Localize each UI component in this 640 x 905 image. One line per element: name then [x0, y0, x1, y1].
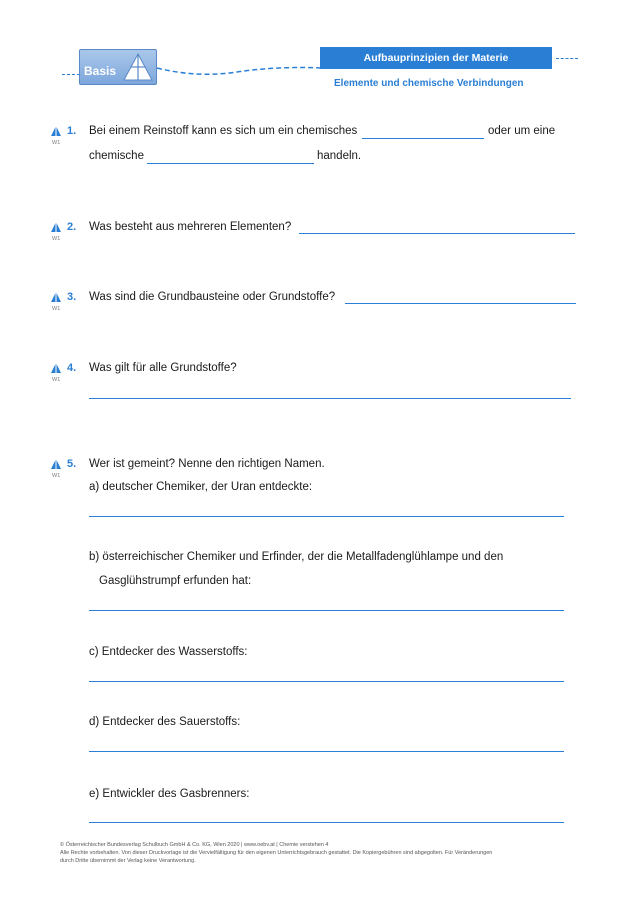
subquestion-b-cont: Gasglühstrumpf erfunden hat:: [99, 575, 252, 587]
footer-rights: Alle Rechte vorbehalten. Von dieser Druckvorlage ist die Vervielfältigung für den eigenen Unterrichtsgebrauch gestattet. Die Kopiergebühren sind abgegolten. Für Veränderungen: [60, 850, 493, 856]
answer-line-e[interactable]: [89, 822, 564, 823]
competence-label: W1: [52, 377, 61, 383]
answer-line[interactable]: [89, 398, 571, 399]
answer-blank[interactable]: [362, 138, 484, 139]
question-text: handeln.: [317, 150, 362, 162]
banner-title: Aufbauprinzipien der Materie: [320, 47, 552, 69]
answer-line-b[interactable]: [89, 610, 564, 611]
header-wave-line: [157, 60, 322, 80]
answer-blank[interactable]: [345, 303, 576, 304]
competence-label: W1: [52, 473, 61, 479]
difficulty-icon: [50, 291, 62, 303]
question-number: 1.: [67, 125, 77, 137]
footer-disclaimer: durch Dritte übernimmt der Verlag keine Verantwortung.: [60, 858, 196, 864]
basis-logo-label: Basis: [84, 64, 117, 78]
question-number: 3.: [67, 291, 77, 303]
difficulty-icon: [50, 458, 62, 470]
question-text: Was gilt für alle Grundstoffe?: [89, 362, 237, 374]
pyramid-logo-icon: [122, 51, 154, 83]
header-dash-right: [556, 58, 578, 59]
competence-label: W1: [52, 306, 61, 312]
subquestion-d: d) Entdecker des Sauerstoffs:: [89, 716, 241, 728]
subquestion-e: e) Entwickler des Gasbrenners:: [89, 788, 250, 800]
question-number: 5.: [67, 458, 77, 470]
question-text: Was besteht aus mehreren Elementen?: [89, 221, 292, 233]
subquestion-b: b) österreichischer Chemiker und Erfinder, der die Metallfadenglühlampe und den: [89, 551, 504, 563]
question-text: Wer ist gemeint? Nenne den richtigen Namen.: [89, 458, 325, 470]
answer-blank[interactable]: [299, 233, 575, 234]
question-text: oder um eine: [488, 125, 556, 137]
answer-blank[interactable]: [147, 163, 314, 164]
competence-label: W1: [52, 236, 61, 242]
difficulty-icon: [50, 221, 62, 233]
page-subtitle: Elemente und chemische Verbindungen: [334, 78, 524, 89]
question-number: 2.: [67, 221, 77, 233]
header-dash-left: [62, 74, 80, 75]
question-text: Was sind die Grundbausteine oder Grundstoffe?: [89, 291, 336, 303]
question-number: 4.: [67, 362, 77, 374]
answer-line-d[interactable]: [89, 751, 564, 752]
difficulty-icon: [50, 362, 62, 374]
question-text: Bei einem Reinstoff kann es sich um ein chemisches: [89, 125, 358, 137]
question-text: chemische: [89, 150, 144, 162]
subquestion-a: a) deutscher Chemiker, der Uran entdeckte:: [89, 481, 313, 493]
answer-line-c[interactable]: [89, 681, 564, 682]
difficulty-icon: [50, 125, 62, 137]
subquestion-c: c) Entdecker des Wasserstoffs:: [89, 646, 248, 658]
competence-label: W1: [52, 140, 61, 146]
footer-copyright: © Österreichischer Bundesverlag Schulbuch GmbH & Co. KG, Wien 2020 | www.oebv.at | Chemie verstehen 4: [60, 842, 329, 848]
answer-line-a[interactable]: [89, 516, 564, 517]
